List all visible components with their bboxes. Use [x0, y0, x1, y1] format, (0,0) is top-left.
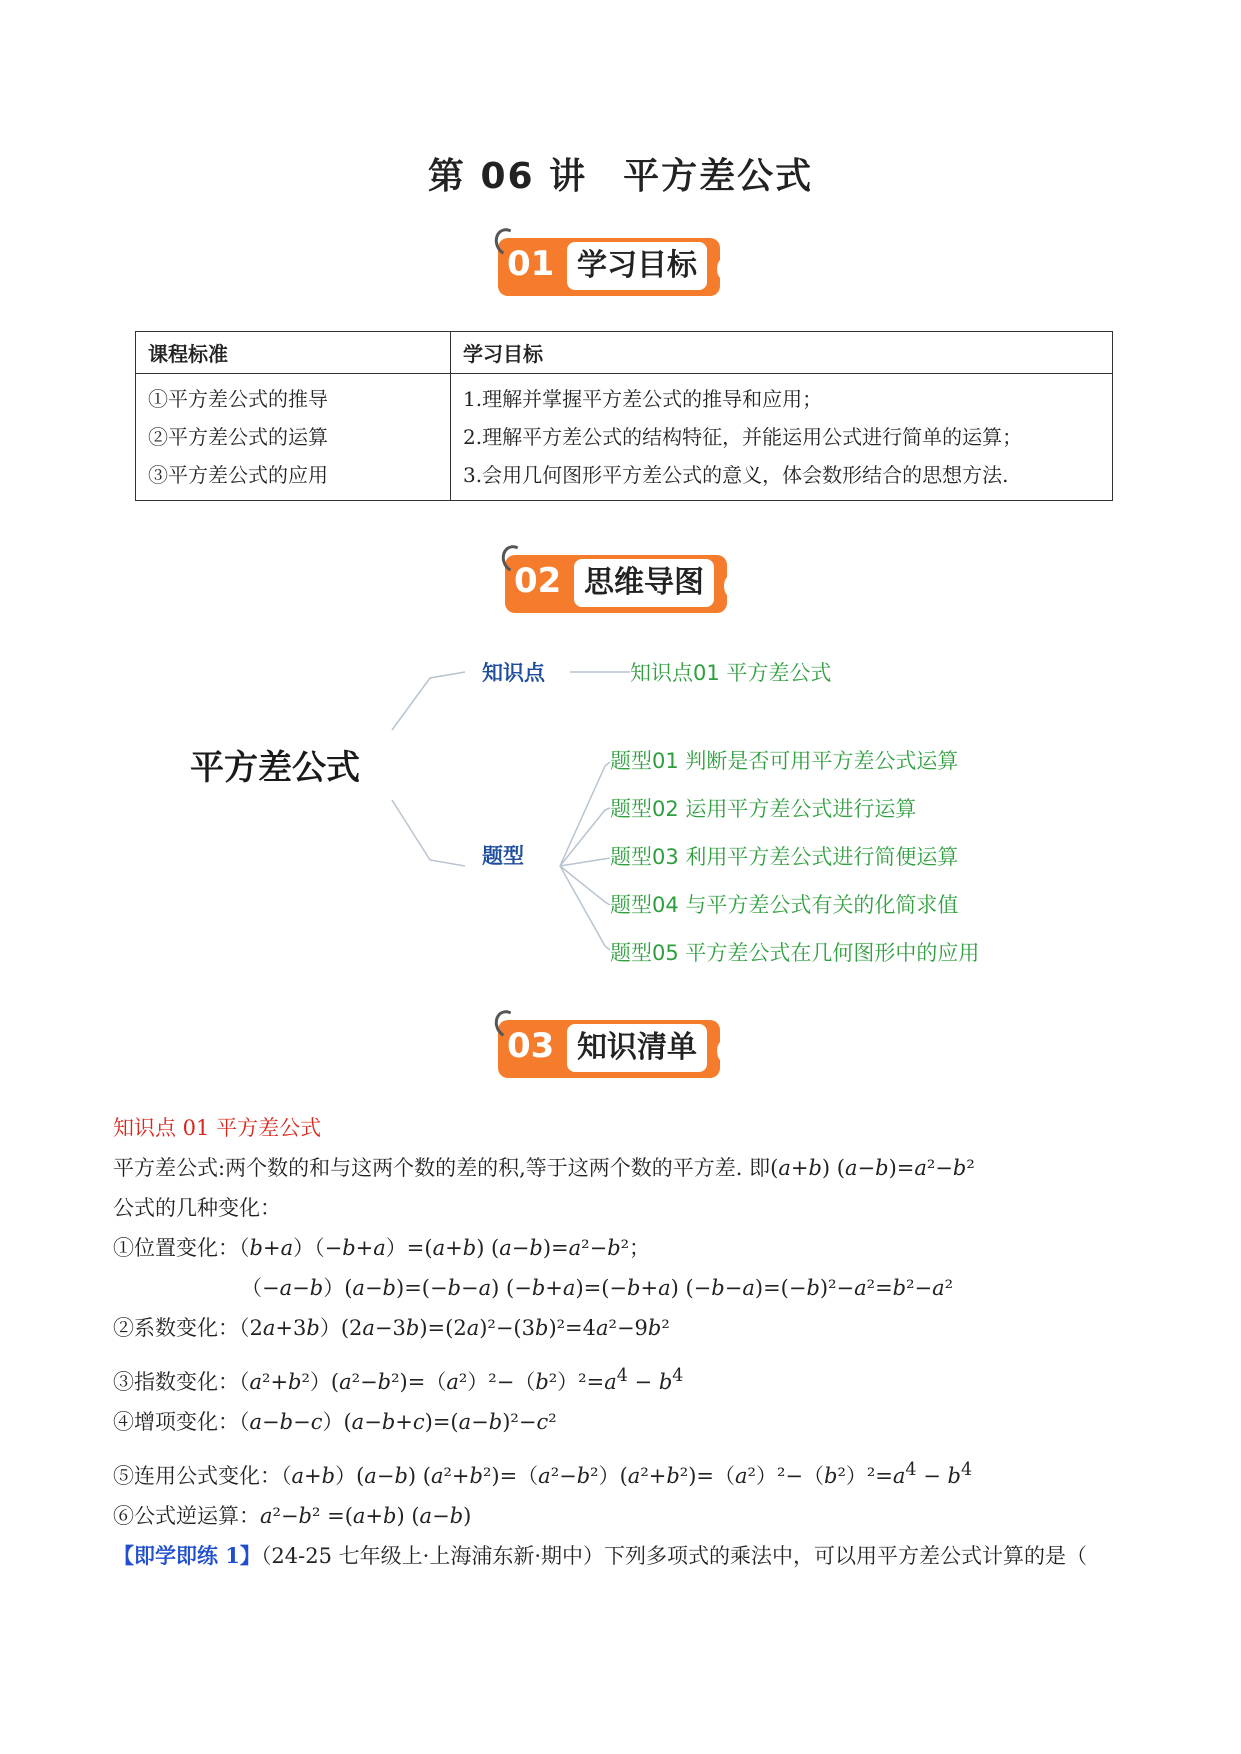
variant-position-2: （−a−b）(a−b)=(−b−a) (−b+a)=(−b+a) (−b−a)=(−b)²−a²=b²−a²: [241, 1276, 954, 1300]
knowledge-heading: 知识点 01 平方差公式: [113, 1116, 322, 1140]
section-notch: [717, 1040, 731, 1062]
table-header-objective: 学习目标: [451, 332, 1113, 374]
section-header-knowledge: [495, 1010, 731, 1082]
variant-coefficient: ②系数变化：（2a+3b）(2a−3b)=(2a)²−(3b)²=4a²−9b²: [113, 1316, 670, 1340]
mindmap-node-knowledge: 知识点: [482, 661, 545, 685]
goals-table: [135, 331, 1113, 501]
objective-item: 1.理解并掌握平方差公式的推导和应用；: [463, 387, 823, 411]
standard-item: ②平方差公式的运算: [148, 425, 328, 449]
mindmap-root: 平方差公式: [190, 748, 360, 788]
section-label: 思维导图: [574, 559, 714, 607]
variant-chained: ⑤连用公式变化：（a+b）(a−b) $(a^2+b^2)=(a^2-b^2)(a^2+b^2)=(a^2)^2-(b^2)^2=a^4 - b^4$: [113, 1460, 973, 1488]
section-header-goals: [495, 228, 731, 300]
mindmap-leaf: 题型05 平方差公式在几何图形中的应用: [610, 941, 980, 965]
variant-label: ②系数变化：: [113, 1316, 239, 1340]
section-notch: [717, 258, 731, 280]
definition-line: 平方差公式:两个数的和与这两个数的差的积,等于这两个数的平方差. 即(a+b) (a−b)=a²−b²: [113, 1156, 975, 1180]
standard-item: ③平方差公式的应用: [148, 463, 328, 487]
connector-line: [392, 800, 465, 866]
objectives-cell: [451, 374, 1113, 501]
connector-line: [560, 808, 610, 866]
page-title: [0, 148, 1241, 199]
connector-line: [560, 866, 610, 905]
section-label: 学习目标: [567, 242, 707, 290]
variant-label: ⑤连用公式变化：: [113, 1464, 281, 1488]
mindmap-leaf: 题型04 与平方差公式有关的化简求值: [610, 893, 959, 917]
connector-line: [560, 858, 610, 866]
section-number: 01: [507, 244, 555, 284]
section-notch: [724, 575, 738, 597]
mindmap-leaf: 知识点01 平方差公式: [630, 661, 832, 685]
variant-position: ①位置变化：（b+a）（−b+a）=(a+b) (a−b)=a²−b²；: [113, 1236, 651, 1260]
practice-text: （24-25 七年级上·上海浦东新·期中）下列多项式的乘法中，可以用平方差公式计算的是（: [260, 1544, 1087, 1568]
variant-label: ③指数变化：: [113, 1370, 239, 1394]
variant-extra-term: ④增项变化：（a−b−c）(a−b+c)=(a−b)²−c²: [113, 1410, 557, 1434]
practice-line: [113, 1536, 1143, 1576]
connector-line: [392, 672, 465, 730]
variant-label: ④增项变化：: [113, 1410, 239, 1434]
table-header-standard: 课程标准: [136, 332, 451, 374]
variant-exponent: ③指数变化：$(a^2+b^2)(a^2-b^2)=(a^2)^2-(b^2)^2=a^4 - b^4$: [113, 1366, 684, 1394]
standards-cell: [136, 374, 451, 501]
objective-item: 3.会用几何图形平方差公式的意义，体会数形结合的思想方法.: [463, 463, 1009, 487]
lecture-number: 第 06 讲: [427, 156, 588, 197]
objective-item: 2.理解平方差公式的结构特征，并能运用公式进行简单的运算；: [463, 425, 1023, 449]
variant-inverse: ⑥公式逆运算：a²−b² =(a+b) (a−b): [113, 1504, 472, 1528]
knowledge-body: [113, 1108, 1143, 1576]
mindmap-node-types: 题型: [482, 844, 524, 868]
lecture-topic: 平方差公式: [623, 156, 814, 197]
section-label: 知识清单: [567, 1024, 707, 1072]
section-number: 02: [514, 561, 562, 601]
variant-label: ①位置变化：: [113, 1236, 239, 1260]
definition-text: 平方差公式:两个数的和与这两个数的差的积,等于这两个数的平方差. 即: [113, 1156, 771, 1180]
variants-intro: 公式的几种变化：: [113, 1196, 281, 1220]
standard-item: ①平方差公式的推导: [148, 387, 328, 411]
section-number: 03: [507, 1026, 555, 1066]
variant-label: ⑥公式逆运算：: [113, 1504, 260, 1528]
section-header-mindmap: [502, 545, 738, 617]
mindmap-leaf: 题型03 利用平方差公式进行简便运算: [610, 845, 959, 869]
practice-tag: 【即学即练 1】: [113, 1543, 261, 1568]
connector-line: [560, 866, 610, 950]
mindmap-leaf: 题型02 运用平方差公式进行运算: [610, 797, 917, 821]
mindmap-leaf: 题型01 判断是否可用平方差公式运算: [610, 749, 959, 773]
